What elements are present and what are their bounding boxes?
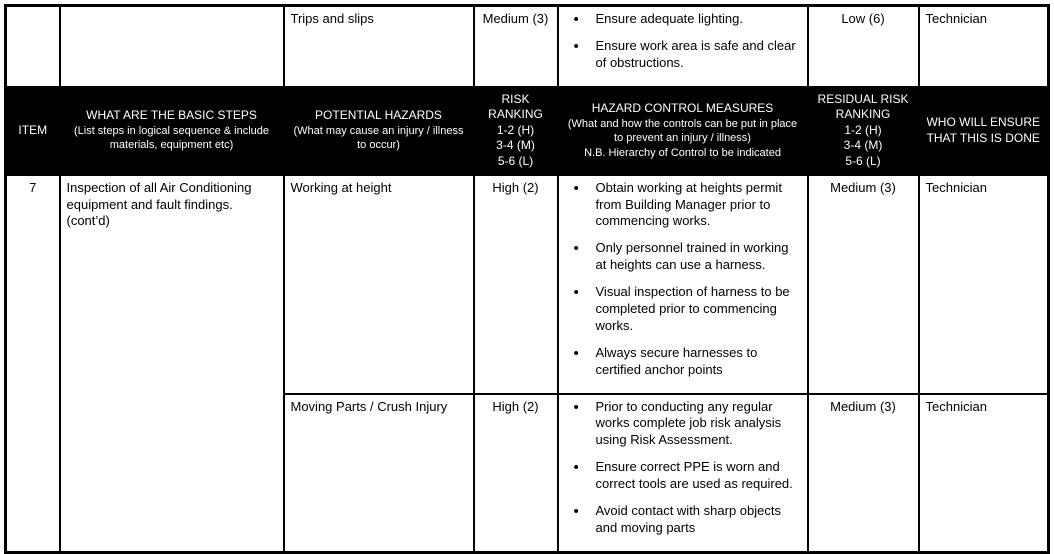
control-measure-item: • Only personnel trained in working at heights can use a harness. [563,240,801,274]
carryover-item-cell [6,6,60,87]
carryover-residual-risk-cell: Low (6) [808,6,919,87]
control-measures-cell [558,394,808,553]
header-risk-scale-high: 1-2 (H) [496,122,535,137]
header-residual-risk-title: RESIDUAL RISK RANKING [817,91,909,122]
carryover-hazard-cell: Trips and slips [284,6,474,87]
risk-ranking-cell: High (2) [474,394,558,553]
control-measures-list [563,399,801,537]
header-basic-steps-title: WHAT ARE THE BASIC STEPS [86,108,257,123]
risk-ranking-cell: High (2) [474,175,558,394]
header-control-measures-cell [558,87,808,175]
hazard-cell: Moving Parts / Crush Injury [284,394,474,553]
residual-risk-cell: Medium (3) [808,175,919,394]
header-potential-hazards-cell [284,87,474,175]
header-control-measures-note: N.B. Hierarchy of Control to be indicated [584,146,781,159]
who-cell: Technician [919,394,1049,553]
header-risk-ranking-cell [474,87,558,175]
header-basic-steps-subtitle: (List steps in logical sequence & include materials, equipment etc) [73,124,270,152]
item7-hazard-row-working-at-height [6,175,1049,394]
control-measures-list [563,180,801,379]
header-row [6,87,1049,175]
header-potential-hazards-title: POTENTIAL HAZARDS [315,108,442,123]
header-potential-hazards-subtitle: (What may cause an injury / illness to occur) [293,124,464,152]
control-measure-item: • Ensure adequate lighting. [563,11,801,28]
carryover-risk-ranking-cell: Medium (3) [474,6,558,87]
header-item-title: ITEM [18,122,48,137]
control-measure-item: • Ensure correct PPE is worn and correct tools are used as required. [563,459,801,493]
header-item-cell [6,87,60,175]
control-measure-item: • Ensure work area is safe and clear of obstructions. [563,38,801,72]
carryover-row [6,6,1049,87]
header-who-cell [919,87,1049,175]
header-residual-scale-high: 1-2 (H) [844,122,882,137]
basic-steps-cell: Inspection of all Air Conditioning equipment and fault findings. (cont’d) [60,175,284,553]
residual-risk-cell: Medium (3) [808,394,919,553]
carryover-control-measures-cell [558,6,808,87]
control-measure-item: • Obtain working at heights permit from Building Manager prior to commencing works. [563,180,801,231]
header-control-measures-title: HAZARD CONTROL MEASURES [591,101,774,116]
header-risk-scale-medium: 3-4 (M) [496,138,535,153]
control-measure-item: • Prior to conducting any regular works complete job risk analysis using Risk Assessment. [563,399,801,450]
control-measure-item: • Avoid contact with sharp objects and moving parts [563,503,801,537]
header-risk-ranking-title: RISK RANKING [488,91,543,122]
item-number-cell: 7 [6,175,60,553]
header-residual-risk-cell [808,87,919,175]
who-cell: Technician [919,175,1049,394]
header-control-measures-subtitle: (What and how the controls can be put in place to prevent an injury / illness) [567,117,798,145]
control-measure-item: • Always secure harnesses to certified anchor points [563,345,801,379]
carryover-who-cell: Technician [919,6,1049,87]
header-who-title: WHO WILL ENSURE THAT THIS IS DONE [926,115,1041,145]
risk-assessment-table [4,4,1050,554]
header-residual-scale-medium: 3-4 (M) [843,138,883,153]
header-risk-scale-low: 5-6 (L) [497,154,534,169]
hazard-cell: Working at height [284,175,474,394]
control-measures-cell [558,175,808,394]
carryover-basic-steps-cell [60,6,284,87]
control-measure-item: • Visual inspection of harness to be completed prior to commencing works. [563,284,801,335]
header-residual-scale-low: 5-6 (L) [845,154,881,169]
control-measures-list [563,11,801,72]
header-basic-steps-cell [60,87,284,175]
